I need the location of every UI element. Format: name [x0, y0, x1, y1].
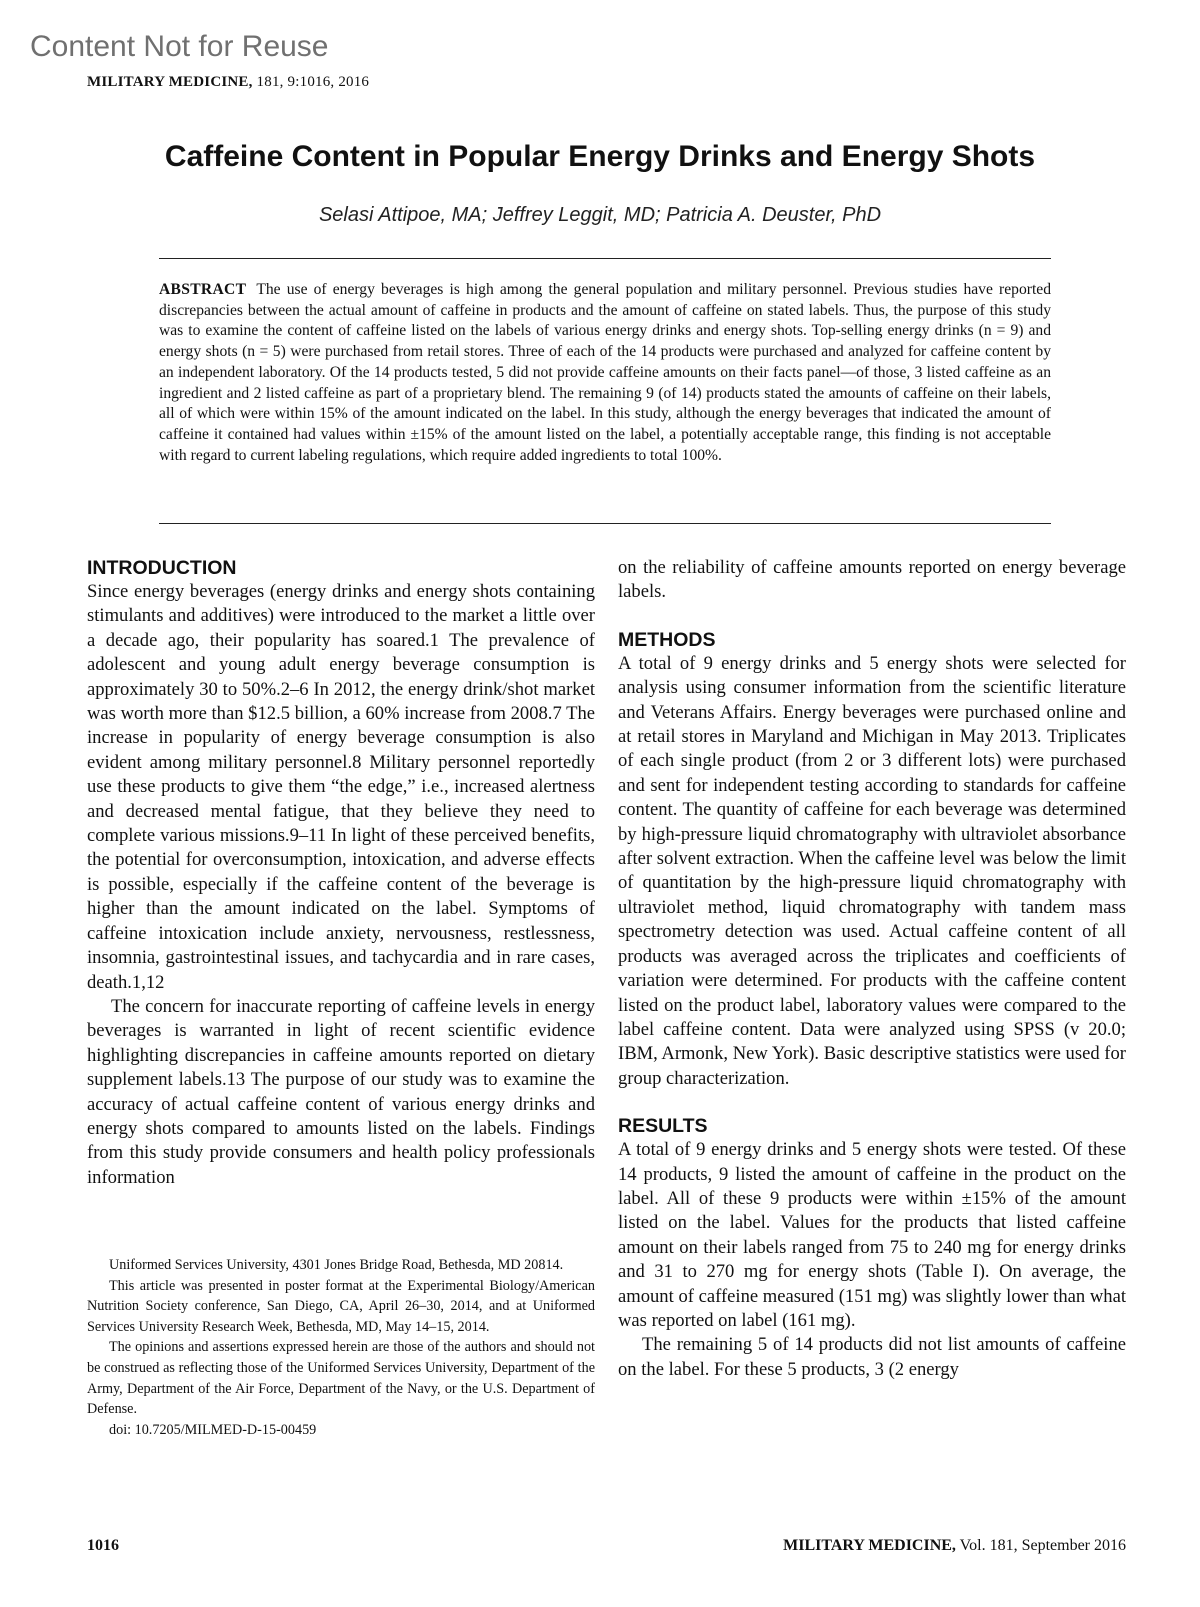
results-paragraph-2: The remaining 5 of 14 products did not list amounts of caffeine on the label. For these 5 products, 3 (2 energy	[618, 1334, 1126, 1380]
left-column	[87, 556, 595, 1190]
results-paragraph-1: A total of 9 energy drinks and 5 energy shots were tested. Of these 14 products, 9 listed the amount of caffeine in the product on the label. All of these 9 products were within ±15% of the amount listed on the label. Values for the products that listed caffeine amount on their labels ranged from 75 to 240 mg for energy drinks and 31 to 270 mg for energy shots (Table I). On average, the amount of caffeine measured (151 mg) was slightly lower than what was reported on label (161 mg).	[618, 1139, 1126, 1331]
introduction-continuation: on the reliability of caffeine amounts reported on energy beverage labels.	[618, 557, 1126, 603]
footer-issue: Vol. 181, September 2016	[959, 1537, 1126, 1554]
journal-volume: 181, 9:1016, 2016	[256, 74, 370, 90]
introduction-heading: INTRODUCTION	[87, 557, 237, 579]
abstract-text: The use of energy beverages is high among the general population and military personnel. Previous studies have reported discrepancies between the actual amount of caffeine in products and the amount of caffeine on stated labels. Thus, the purpose of this study was to examine the content of caffeine listed on the labels of various energy drinks and energy shots. Top-selling energy drinks (n = 9) and energy shots (n = 5) were purchased from retail stores. Three of each of the 14 products were purchased and analyzed for caffeine content by an independent laboratory. Of the 14 products tested, 5 did not provide caffeine amounts on their facts panel—of those, 3 listed caffeine as an ingredient and 2 listed caffeine as part of a proprietary blend. The remaining 9 (of 14) products stated the amounts of caffeine on their labels, all of which were within 15% of the amount indicated on the label. In this study, although the energy beverages that indicated the amount of caffeine it contained had values within ±15% of the amount listed on the label, a potentially acceptable range, this finding is not acceptable with regard to current labeling regulations, which require added ingredients to total 100%.	[159, 281, 1051, 464]
abstract-top-rule	[159, 258, 1051, 259]
footnotes-block	[87, 1255, 595, 1440]
article-authors: Selasi Attipoe, MA; Jeffrey Leggit, MD; Patricia A. Deuster, PhD	[318, 204, 882, 226]
page-number: 1016	[87, 1537, 119, 1554]
watermark-text: Content Not for Reuse	[30, 30, 329, 63]
abstract-label: ABSTRACT	[159, 281, 247, 298]
footer-journal	[783, 1537, 1126, 1555]
journal-name: MILITARY MEDICINE,	[87, 74, 253, 90]
methods-paragraph: A total of 9 energy drinks and 5 energy shots were selected for analysis using consumer information from the scientific literature and Veterans Affairs. Energy beverages were purchased online and at retail stores in Maryland and Michigan in May 2013. Triplicates of each single product (from 2 or 3 different lots) were purchased and sent for independent testing according to standards for caffeine content. The quantity of caffeine for each beverage was determined by high-pressure liquid chromatography with ultraviolet absorbance after solvent extraction. When the caffeine level was below the limit of quantitation by the high-pressure liquid chromatography with ultraviolet method, liquid chromatography with tandem mass spectrometry detection was used. Actual caffeine content of all products was averaged across the triplicates and coefficients of variation were determined. For products with the caffeine content listed on the product label, laboratory values were compared to the label caffeine content. Data were analyzed using SPSS (v 20.0; IBM, Armonk, New York). Basic descriptive statistics were used for group characterization.	[618, 652, 1126, 1089]
right-column	[618, 556, 1126, 1382]
methods-heading: METHODS	[618, 628, 716, 651]
footnote-disclaimer: The opinions and assertions expressed herein are those of the authors and should not be construed as reflecting those of the Uniformed Services University, Department of the Army, Department of the Air Force, Department of the Navy, or the U.S. Department of Defense.	[87, 1339, 595, 1418]
journal-citation	[87, 74, 369, 91]
abstract-block	[159, 280, 1051, 466]
footnote-doi: doi: 10.7205/MILMED-D-15-00459	[109, 1421, 317, 1438]
footnote-presentation: This article was presented in poster format at the Experimental Biology/American Nutrition Society conference, San Diego, CA, April 26–30, 2014, and at Uniformed Services University Research Week, Bethesda, MD, May 14–15, 2014.	[87, 1277, 595, 1335]
article-title: Caffeine Content in Popular Energy Drinks and Energy Shots	[164, 140, 1036, 173]
introduction-paragraph-2: The concern for inaccurate reporting of caffeine levels in energy beverages is warranted in light of recent scientific evidence highlighting discrepancies in caffeine amounts reported on dietary supplement labels.13 The purpose of our study was to examine the accuracy of actual caffeine content of various energy drinks and energy shots compared to amounts listed on the labels. Findings from this study provide consumers and health policy professionals information	[87, 995, 595, 1188]
footer-journal-name: MILITARY MEDICINE,	[783, 1537, 956, 1554]
introduction-paragraph-1: Since energy beverages (energy drinks and energy shots containing stimulants and additives) were introduced to the market a little over a decade ago, their popularity has soared.1 The prevalence of adolescent and young adult energy beverage consumption is approximately 30 to 50%.2–6 In 2012, the energy drink/shot market was worth more than $12.5 billion, a 60% increase from 2008.7 The increase in popularity of energy beverage consumption is also evident among military personnel.8 Military personnel reportedly use these products to give them “the edge,” i.e., increased alertness and decreased mental fatigue, that they believe they need to complete various missions.9–11 In light of these perceived benefits, the potential for overconsumption, intoxication, and adverse effects is possible, especially if the caffeine content of the beverage is higher than the amount indicated on the label. Symptoms of caffeine intoxication include anxiety, nervousness, restlessness, insomnia, gastrointestinal issues, and tachycardia and in rare cases, death.1,12	[87, 581, 595, 993]
footnote-affiliation: Uniformed Services University, 4301 Jones Bridge Road, Bethesda, MD 20814.	[109, 1257, 564, 1273]
abstract-bottom-rule	[159, 523, 1051, 524]
results-heading: RESULTS	[618, 1115, 708, 1138]
